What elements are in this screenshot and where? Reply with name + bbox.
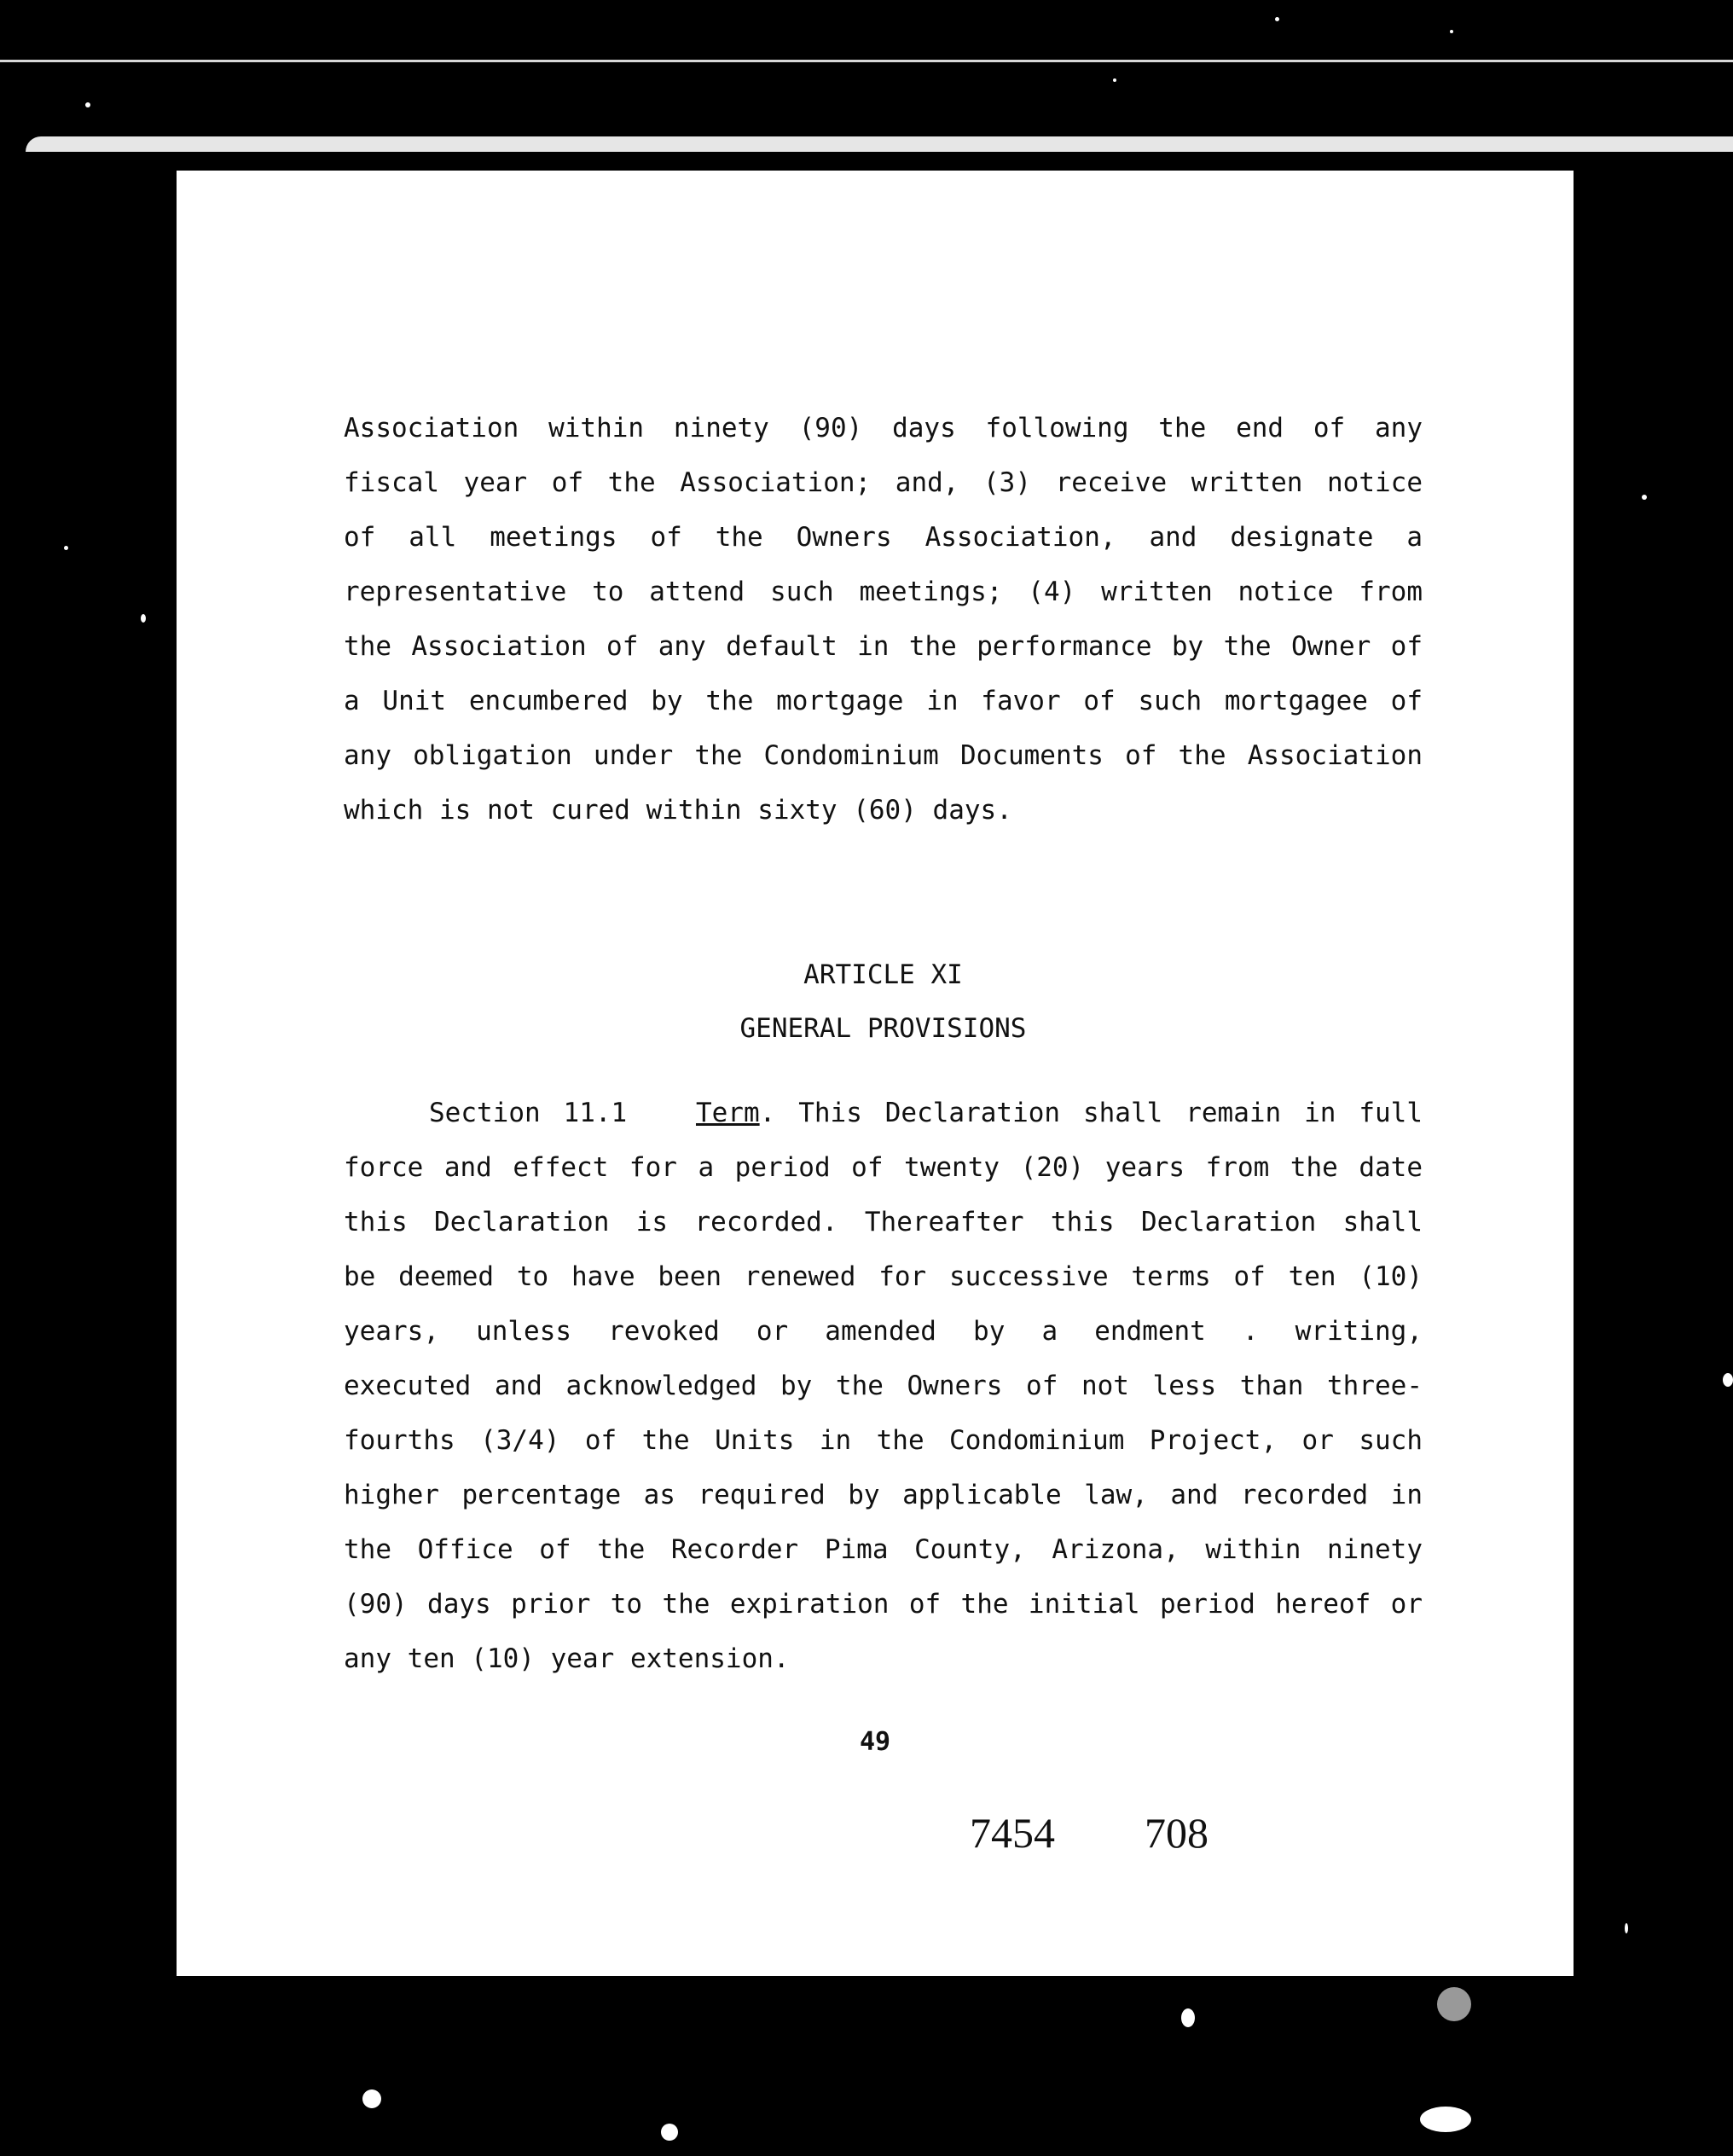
scan-speck: [1420, 2107, 1471, 2132]
section-label: Section 11.1: [429, 1098, 628, 1128]
scan-speck: [1450, 30, 1453, 33]
text-line: Association within ninety (90) days following the end of any: [344, 413, 1423, 443]
record-page-number: 708: [1145, 1809, 1208, 1857]
text-line: higher percentage as required by applicable law, and recorded in: [344, 1480, 1423, 1510]
text-line: force and effect for a period of twenty (20) years from the date: [344, 1152, 1423, 1183]
article-title: ARTICLE XI: [803, 959, 963, 990]
text-line: any ten (10) year extension.: [344, 1643, 790, 1674]
scan-edge-curve: [26, 136, 1733, 152]
record-book-number: 7454: [970, 1809, 1055, 1857]
scan-speck: [1113, 78, 1116, 82]
text-line: fourths (3/4) of the Units in the Condominium Project, or such: [344, 1425, 1423, 1456]
section-term-paragraph: [344, 1086, 1423, 1686]
text-line: the Association of any default in the performance by the Owner of: [344, 631, 1423, 662]
text-line: representative to attend such meetings; (4) written notice from: [344, 577, 1423, 607]
scan-speck: [1723, 1373, 1733, 1387]
scan-speck: [1625, 1923, 1628, 1933]
scan-speck: [1642, 495, 1647, 500]
scan-speck: [85, 102, 90, 107]
scan-speck: [661, 2124, 678, 2141]
document-page: [177, 171, 1574, 1976]
text-line: the Office of the Recorder Pima County, Arizona, within ninety: [344, 1534, 1423, 1565]
text-line: years, unless revoked or amended by a endment . writing,: [344, 1316, 1423, 1347]
scan-speck: [141, 614, 146, 623]
text-line: fiscal year of the Association; and, (3) receive written notice: [344, 467, 1423, 498]
mortgagee-rights-paragraph: [344, 401, 1423, 837]
text-line: of all meetings of the Owners Association, and designate a: [344, 522, 1423, 553]
section-first-line-rest: . This Declaration shall remain in full: [759, 1098, 1423, 1128]
text-line: this Declaration is recorded. Thereafter this Declaration shall: [344, 1207, 1423, 1237]
text-line: any obligation under the Condominium Documents of the Association: [344, 740, 1423, 771]
scan-speck: [64, 546, 68, 550]
text-line: executed and acknowledged by the Owners of not less than three-: [344, 1371, 1423, 1401]
page-number: 49: [859, 1727, 891, 1757]
scan-speck: [1437, 1987, 1471, 2021]
scan-speck: [1181, 2008, 1195, 2027]
text-line: be deemed to have been renewed for successive terms of ten (10): [344, 1261, 1423, 1292]
text-line: a Unit encumbered by the mortgage in favor of such mortgagee of: [344, 686, 1423, 716]
scan-edge-top: [0, 60, 1733, 62]
scan-speck: [1275, 17, 1279, 21]
text-line: which is not cured within sixty (60) days.: [344, 795, 1012, 826]
section-first-line: [344, 1086, 1423, 1140]
section-term: Term: [695, 1098, 760, 1128]
scan-speck: [362, 2089, 381, 2108]
article-subtitle: GENERAL PROVISIONS: [739, 1013, 1027, 1044]
text-line: (90) days prior to the expiration of the initial period hereof or: [344, 1589, 1423, 1620]
